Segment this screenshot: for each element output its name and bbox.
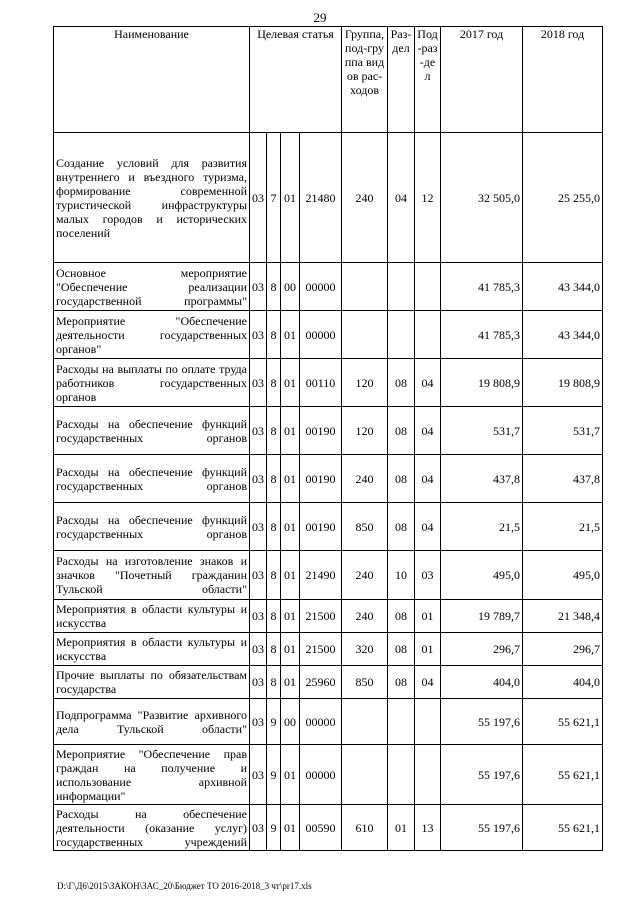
cell-subsection [415,311,441,359]
cell-direction: 25960 [300,666,342,699]
cell-section [388,745,415,805]
cell-section [388,699,415,745]
cell-program: 03 [250,600,267,633]
cell-subprogram: 8 [267,455,281,503]
cell-name: Расходы на выплаты по оплате труда работников государственных органов [54,359,250,407]
cell-amount-2017: 296,7 [441,633,523,666]
cell-amount-2018: 437,8 [523,455,603,503]
cell-direction: 00000 [300,745,342,805]
cell-name: Подпрограмма "Развитие архивного дела Тульской области" [54,699,250,745]
header-section: Раз-дел [388,27,415,133]
table-row [54,600,603,633]
header-target-article: Целевая статья [250,27,342,133]
cell-event: 01 [281,666,300,699]
cell-subsection [415,745,441,805]
cell-subprogram: 8 [267,311,281,359]
cell-name: Прочие выплаты по обязательствам государства [54,666,250,699]
budget-table [53,26,603,851]
cell-name: Основное мероприятие "Обеспечение реализации государственной программы" [54,263,250,311]
cell-program: 03 [250,666,267,699]
cell-name: Мероприятие "Обеспечение деятельности государственных органов" [54,311,250,359]
cell-event: 01 [281,455,300,503]
cell-subprogram: 8 [267,666,281,699]
cell-name: Мероприятия в области культуры и искусства [54,600,250,633]
cell-subsection: 01 [415,600,441,633]
cell-amount-2017: 531,7 [441,407,523,455]
cell-amount-2017: 55 197,6 [441,805,523,851]
cell-direction: 21480 [300,133,342,263]
table-row [54,407,603,455]
cell-event: 01 [281,633,300,666]
cell-name: Расходы на обеспечение функций государственных органов [54,407,250,455]
cell-subprogram: 8 [267,359,281,407]
cell-expense-group: 240 [342,455,388,503]
cell-program: 03 [250,407,267,455]
cell-name: Мероприятие "Обеспечение прав граждан на получение и использование архивной информации" [54,745,250,805]
cell-amount-2017: 32 505,0 [441,133,523,263]
cell-amount-2018: 531,7 [523,407,603,455]
cell-subprogram: 8 [267,551,281,600]
cell-section: 08 [388,407,415,455]
cell-expense-group: 320 [342,633,388,666]
cell-subsection: 01 [415,633,441,666]
cell-amount-2018: 55 621,1 [523,699,603,745]
header-name: Наименование [54,27,250,133]
cell-amount-2017: 55 197,6 [441,745,523,805]
table-row [54,311,603,359]
cell-event: 01 [281,359,300,407]
cell-name: Расходы на изготовление знаков и значков "Почетный гражданин Тульской области" [54,551,250,600]
cell-direction: 00110 [300,359,342,407]
cell-expense-group: 240 [342,600,388,633]
cell-expense-group: 850 [342,503,388,551]
table-row [54,503,603,551]
cell-direction: 00000 [300,699,342,745]
cell-direction: 00190 [300,407,342,455]
cell-expense-group: 610 [342,805,388,851]
cell-amount-2017: 41 785,3 [441,311,523,359]
cell-direction: 00590 [300,805,342,851]
cell-direction: 21500 [300,600,342,633]
cell-amount-2017: 19 808,9 [441,359,523,407]
cell-expense-group [342,699,388,745]
cell-section: 08 [388,503,415,551]
cell-amount-2018: 495,0 [523,551,603,600]
cell-program: 03 [250,745,267,805]
cell-expense-group: 850 [342,666,388,699]
cell-program: 03 [250,263,267,311]
cell-subsection: 03 [415,551,441,600]
cell-expense-group: 240 [342,133,388,263]
cell-direction: 00000 [300,263,342,311]
cell-subprogram: 9 [267,745,281,805]
cell-event: 01 [281,133,300,263]
cell-name: Создание условий для развития внутреннего и въездного туризма, формирование современной туристической инфраструктуры малых городов и исторических поселений [54,133,250,263]
header-row [54,27,603,133]
table-row [54,359,603,407]
cell-direction: 00000 [300,311,342,359]
cell-program: 03 [250,133,267,263]
cell-subsection: 13 [415,805,441,851]
table-row [54,263,603,311]
cell-program: 03 [250,805,267,851]
table-row [54,455,603,503]
cell-subsection [415,699,441,745]
cell-amount-2017: 41 785,3 [441,263,523,311]
cell-program: 03 [250,633,267,666]
cell-program: 03 [250,311,267,359]
cell-program: 03 [250,455,267,503]
cell-section: 08 [388,666,415,699]
cell-section: 10 [388,551,415,600]
cell-event: 00 [281,263,300,311]
cell-amount-2018: 25 255,0 [523,133,603,263]
cell-event: 00 [281,699,300,745]
cell-direction: 00190 [300,455,342,503]
cell-section: 01 [388,805,415,851]
cell-direction: 21490 [300,551,342,600]
cell-section [388,311,415,359]
cell-subsection: 04 [415,359,441,407]
cell-amount-2017: 495,0 [441,551,523,600]
cell-direction: 00190 [300,503,342,551]
cell-expense-group [342,311,388,359]
cell-expense-group [342,745,388,805]
cell-subsection: 04 [415,666,441,699]
cell-subprogram: 9 [267,805,281,851]
header-year-2018: 2018 год [523,27,603,133]
cell-amount-2017: 55 197,6 [441,699,523,745]
cell-amount-2018: 19 808,9 [523,359,603,407]
cell-name: Мероприятия в области культуры и искусства [54,633,250,666]
cell-program: 03 [250,359,267,407]
cell-amount-2018: 21 348,4 [523,600,603,633]
cell-section: 08 [388,359,415,407]
cell-subprogram: 9 [267,699,281,745]
cell-subprogram: 8 [267,407,281,455]
table-row [54,699,603,745]
cell-expense-group: 240 [342,551,388,600]
cell-amount-2018: 404,0 [523,666,603,699]
cell-amount-2018: 55 621,1 [523,745,603,805]
cell-expense-group: 120 [342,407,388,455]
cell-event: 01 [281,407,300,455]
cell-program: 03 [250,699,267,745]
cell-program: 03 [250,503,267,551]
cell-event: 01 [281,503,300,551]
cell-subprogram: 8 [267,633,281,666]
table-row [54,633,603,666]
cell-amount-2017: 437,8 [441,455,523,503]
cell-expense-group [342,263,388,311]
cell-subsection: 04 [415,455,441,503]
cell-event: 01 [281,311,300,359]
cell-section: 08 [388,600,415,633]
cell-amount-2018: 21,5 [523,503,603,551]
cell-amount-2017: 21,5 [441,503,523,551]
table-row [54,133,603,263]
cell-subprogram: 8 [267,503,281,551]
cell-amount-2018: 296,7 [523,633,603,666]
cell-program: 03 [250,551,267,600]
cell-section [388,263,415,311]
cell-name: Расходы на обеспечение деятельности (оказание услуг) государственных учреждений [54,805,250,851]
cell-event: 01 [281,805,300,851]
footer-file-path: D:\Г\Д6\2015\ЗАКОН\ЗАС_20\Бюджет ТО 2016-2018_3 чт\pr17.xls [57,881,312,891]
cell-subprogram: 8 [267,600,281,633]
cell-name: Расходы на обеспечение функций государственных органов [54,455,250,503]
cell-amount-2017: 19 789,7 [441,600,523,633]
cell-section: 08 [388,633,415,666]
table-row [54,551,603,600]
cell-subsection [415,263,441,311]
table-row [54,805,603,851]
cell-event: 01 [281,551,300,600]
cell-amount-2018: 43 344,0 [523,263,603,311]
cell-event: 01 [281,745,300,805]
cell-event: 01 [281,600,300,633]
cell-subsection: 12 [415,133,441,263]
cell-amount-2018: 55 621,1 [523,805,603,851]
cell-section: 04 [388,133,415,263]
cell-section: 08 [388,455,415,503]
cell-amount-2017: 404,0 [441,666,523,699]
cell-name: Расходы на обеспечение функций государственных органов [54,503,250,551]
table-row [54,666,603,699]
cell-expense-group: 120 [342,359,388,407]
cell-subsection: 04 [415,407,441,455]
cell-subprogram: 7 [267,133,281,263]
header-year-2017: 2017 год [441,27,523,133]
page-number: 29 [313,10,327,25]
cell-direction: 21500 [300,633,342,666]
header-subsection: Под-раз-дел [415,27,441,133]
cell-subprogram: 8 [267,263,281,311]
cell-amount-2018: 43 344,0 [523,311,603,359]
table-row [54,745,603,805]
cell-subsection: 04 [415,503,441,551]
header-expense-group: Группа, под-группа видов рас-ходов [342,27,388,133]
